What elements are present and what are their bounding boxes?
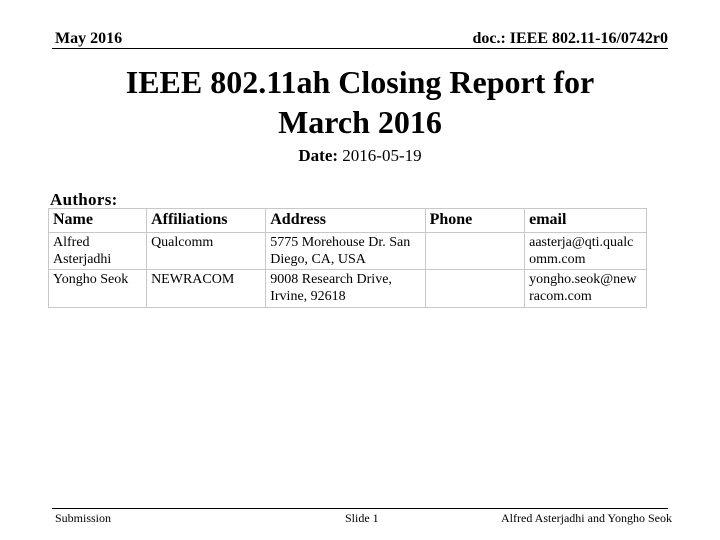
slide-title: [60, 62, 660, 142]
cell-email: [525, 233, 647, 270]
authors-table: [48, 208, 647, 308]
header-date: May 2016: [55, 30, 123, 47]
cell-affiliation: NEWRACOM: [147, 270, 266, 308]
column-header-name: Name: [49, 209, 147, 233]
header-rule: [52, 48, 668, 49]
cell-affiliation: Qualcomm: [147, 233, 266, 270]
footer-authors: Alfred Asterjadhi and Yongho Seok: [501, 511, 672, 525]
cell-line: Yongho Seok: [53, 272, 129, 287]
cell-line: omm.com: [529, 252, 586, 267]
cell-line: Diego, CA, USA: [270, 252, 366, 267]
date-value: 2016-05-19: [342, 146, 422, 165]
header-doc-id: doc.: IEEE 802.11-16/0742r0: [472, 30, 668, 47]
cell-line: Asterjadhi: [53, 252, 112, 267]
table-row: [49, 270, 647, 308]
table-row: [49, 233, 647, 270]
cell-address: [266, 233, 425, 270]
authors-label: Authors:: [50, 190, 118, 209]
column-header-address: Address: [266, 209, 425, 233]
date-label: Date:: [298, 146, 339, 165]
cell-phone: [425, 233, 525, 270]
column-header-affiliations: Affiliations: [147, 209, 266, 233]
footer-slide-number: Slide 1: [345, 511, 379, 525]
cell-line: Irvine, 92618: [270, 289, 346, 304]
footer-submission: Submission: [55, 511, 112, 525]
table-header-row: [49, 209, 647, 233]
cell-line: 9008 Research Drive,: [270, 272, 392, 287]
cell-name: [49, 233, 147, 270]
footer-rule: [52, 508, 668, 509]
cell-line: racom.com: [529, 289, 592, 304]
cell-email: [525, 270, 647, 308]
cell-name: [49, 270, 147, 308]
cell-phone: [425, 270, 525, 308]
cell-line: yongho.seok@new: [529, 272, 637, 287]
slide-title-line-2: March 2016: [278, 104, 442, 140]
column-header-phone: Phone: [425, 209, 525, 233]
slide-title-line-1: IEEE 802.11ah Closing Report for: [125, 64, 595, 100]
cell-address: [266, 270, 425, 308]
column-header-email: email: [525, 209, 647, 233]
cell-line: Alfred: [53, 235, 90, 250]
date-line: [0, 146, 720, 166]
cell-line: aasterja@qti.qualc: [529, 235, 634, 250]
cell-line: 5775 Morehouse Dr. San: [270, 235, 411, 250]
